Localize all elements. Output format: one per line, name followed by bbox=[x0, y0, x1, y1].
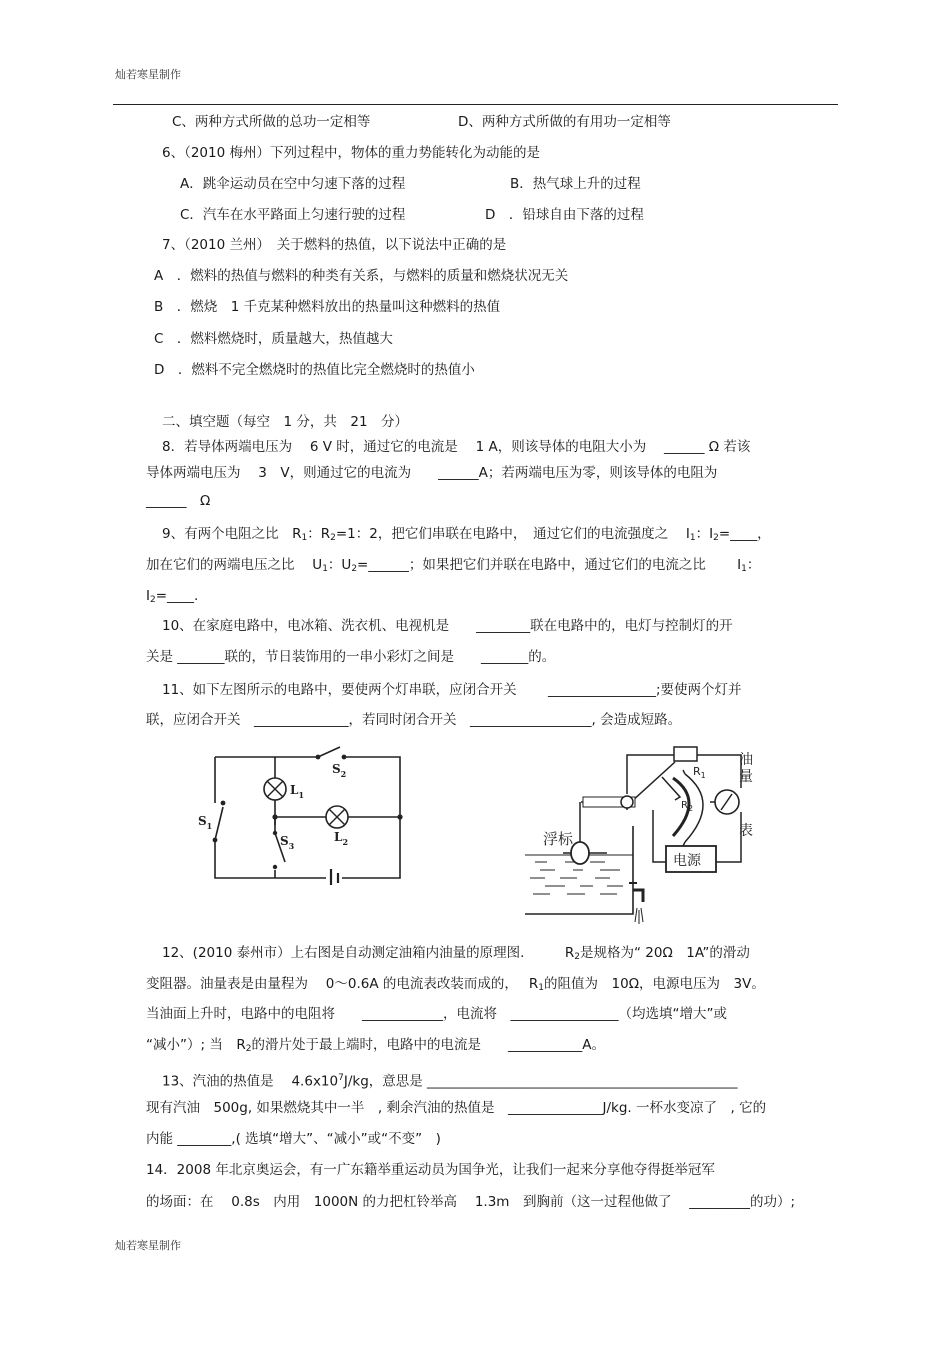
page-header: 灿若寒星制作 bbox=[115, 68, 181, 81]
q7-stem: 7、（2010 兰州） 关于燃料的热值，以下说法中正确的是 bbox=[162, 237, 507, 253]
q13-line3: 内能 ________,( 选填“增大”、“减小”或“不变” ) bbox=[146, 1131, 441, 1147]
q12-line2: 变阻器。油量表是由量程为 0～0.6A 的电流表改装而成的， $R_1$的阻值为 10Ω，电源电压为 3V。 bbox=[146, 976, 765, 993]
q12-line1: 12、(2010 泰州市）上右图是自动测定油箱内油量的原理图. $R_2$是规格为“ 20Ω 1A”的滑动 bbox=[162, 945, 750, 962]
q9-line1: 9、有两个电阻之比 $R_1$：$R_2=1$：2，把它们串联在电路中， 通过它们的电流强度之 $I_1$：$I_2=\_\_\_\_$， bbox=[162, 526, 771, 543]
header-rule bbox=[113, 104, 838, 105]
q13-line2: 现有汽油 500g, 如果燃烧其中一半 , 剩余汽油的热值是 ______________J/kg. 一杯水变凉了 , 它的 bbox=[146, 1100, 767, 1116]
q8-line2: 导体两端电压为 3 V，则通过它的电流为 ______A；若两端电压为零，则该导体的电阻为 bbox=[146, 465, 718, 481]
q6-option-d: D ．铅球自由下落的过程 bbox=[485, 207, 644, 223]
switch-s3-label: $S_3$ bbox=[280, 834, 295, 851]
q13-line1: 13、汽油的热值是 $4.6x10^7J/kg$，意思是 ______________________________________________ bbox=[162, 1073, 738, 1090]
q7-option-c: C ．燃料燃烧时，质量越大，热值越大 bbox=[154, 331, 393, 347]
q7-option-d: D ．燃料不完全燃烧时的热值比完全燃烧时的热值小 bbox=[154, 362, 475, 378]
resistor-r2-label: $R_2$ bbox=[681, 800, 694, 813]
lamp-l1-label: $L_1$ bbox=[290, 783, 305, 800]
q8-line3: ______ Ω bbox=[146, 493, 211, 509]
series-parallel-circuit-diagram bbox=[190, 745, 415, 885]
resistor-r1-label: $R_1$ bbox=[693, 765, 706, 780]
q6-option-a: A．跳伞运动员在空中匀速下落的过程 bbox=[180, 176, 406, 192]
oil-meter-label-1: 油 bbox=[739, 752, 753, 768]
lamp-l2-label: $L_2$ bbox=[334, 830, 349, 847]
switch-s1-label: $S_1$ bbox=[198, 814, 213, 831]
q10-line1: 10、在家庭电路中，电冰箱、洗衣机、电视机是 ________联在电路中的，电灯与控制灯的开 bbox=[162, 618, 733, 634]
q14-line1: 14．2008 年北京奥运会，有一广东籍举重运动员为国争光，让我们一起来分享他夺得挺举冠军 bbox=[146, 1162, 715, 1178]
power-supply-label: 电源 bbox=[673, 853, 701, 869]
float-label: 浮标 bbox=[543, 830, 574, 848]
q12-line4: “减小”）; 当 $R_2$的滑片处于最上端时，电路中的电流是 ___________A。 bbox=[146, 1037, 605, 1054]
section-title: 二、填空题（每空 1 分，共 21 分） bbox=[162, 414, 409, 430]
oil-gauge-diagram bbox=[525, 740, 770, 930]
q7-option-a: A ．燃料的热值与燃料的种类有关系，与燃料的质量和燃烧状况无关 bbox=[154, 268, 569, 284]
oil-meter-label-2: 量 bbox=[739, 769, 753, 785]
q11-line2: 联，应闭合开关 ______________，若同时闭合开关 __________________, 会造成短路。 bbox=[146, 712, 682, 728]
q10-line2: 关是 _______联的，节日装饰用的一串小彩灯之间是 _______的。 bbox=[146, 649, 556, 665]
q14-line2: 的场面：在 0.8s 内用 1000N 的力把杠铃举高 1.3m 到胸前（这一过程他做了 _________的功）; bbox=[146, 1194, 796, 1210]
oil-meter-label-3: 表 bbox=[739, 823, 753, 839]
q12-line3: 当油面上升时，电路中的电阻将 ____________，电流将 ________________（均选填“增大”或 bbox=[146, 1006, 727, 1022]
switch-s2-label: $S_2$ bbox=[332, 762, 347, 779]
q6-stem: 6、（2010 梅州）下列过程中，物体的重力势能转化为动能的是 bbox=[162, 145, 540, 161]
q8-line1: 8．若导体两端电压为 6 V 时，通过它的电流是 1 A，则该导体的电阻大小为 ______ Ω 若该 bbox=[162, 439, 751, 455]
q9-line3: $I_2=\_\_\_\_$. bbox=[146, 588, 199, 605]
q5-option-c: C、两种方式所做的总功一定相等 bbox=[172, 114, 371, 130]
q7-option-b: B ．燃烧 1 千克某种燃料放出的热量叫这种燃料的热值 bbox=[154, 299, 501, 315]
q11-line1: 11、如下左图所示的电路中，要使两个灯串联，应闭合开关 ________________;要使两个灯并 bbox=[162, 682, 742, 698]
q9-line2: 加在它们的两端电压之比 $U_1$：$U_2=\_\_\_\_\_\_$；如果把它们并联在电路中，通过它们的电流之比 $I_1$： bbox=[146, 557, 761, 574]
q6-option-c: C．汽车在水平路面上匀速行驶的过程 bbox=[180, 207, 406, 223]
page-footer: 灿若寒星制作 bbox=[115, 1239, 181, 1252]
q5-option-d: D、两种方式所做的有用功一定相等 bbox=[458, 114, 671, 130]
q6-option-b: B．热气球上升的过程 bbox=[510, 176, 641, 192]
